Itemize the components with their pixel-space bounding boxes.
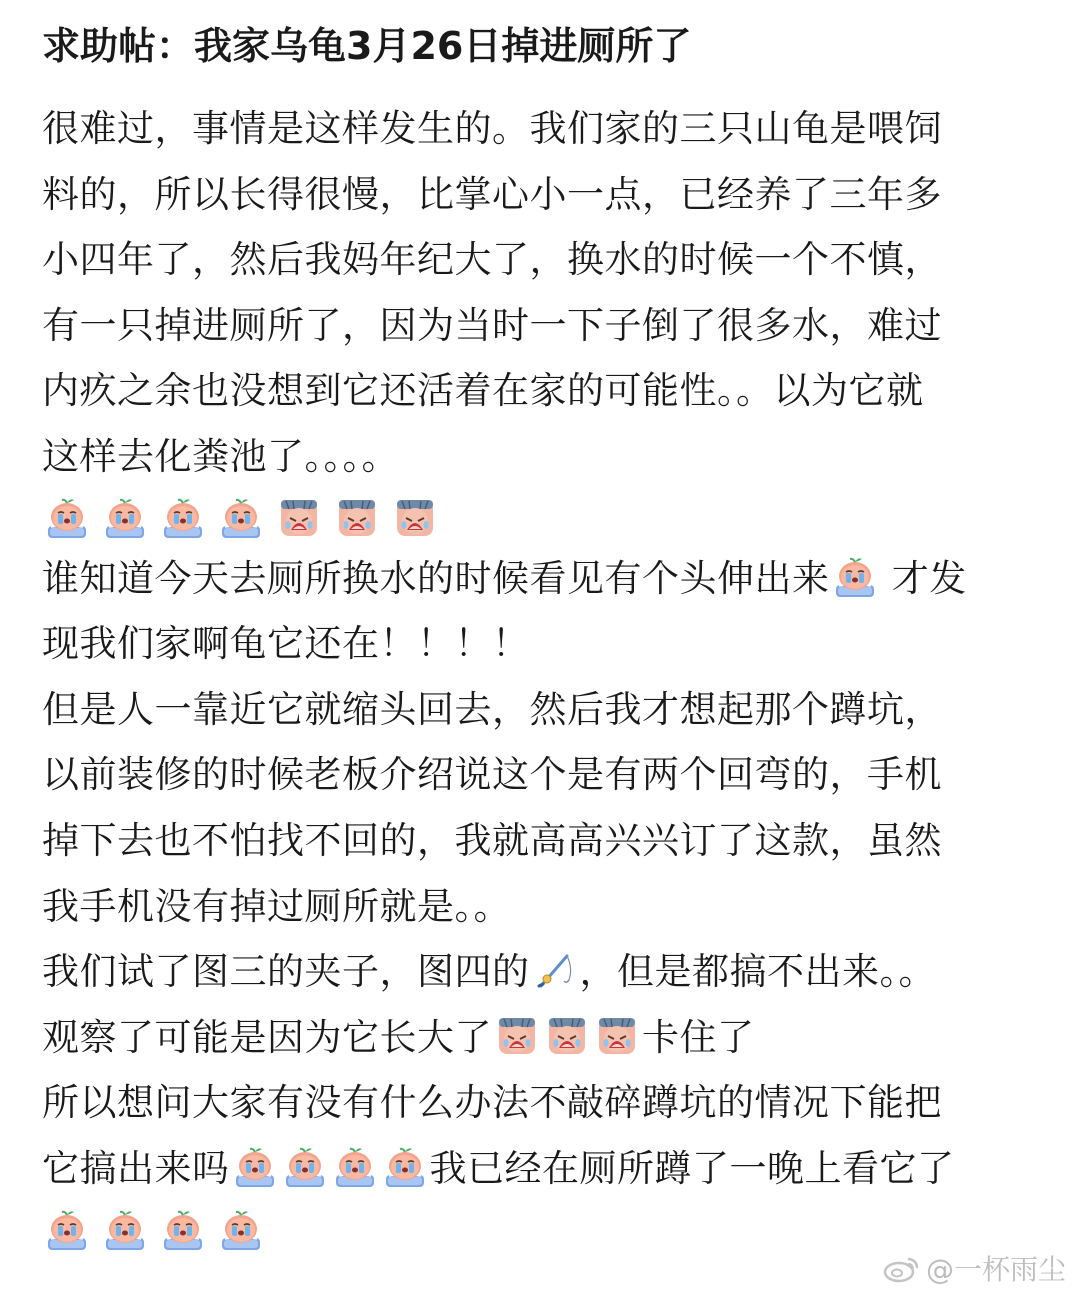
sobbing-face-icon [393, 496, 437, 540]
paragraph-1-line-2: 料的，所以长得很慢，比掌心小一点，已经养了三年多 [42, 172, 942, 216]
paragraph-6-line-1: 所以想问大家有没有什么办法不敲碎蹲坑的情况下能把 [42, 1081, 942, 1125]
crying-face-icon [45, 496, 89, 540]
crying-face-icon [161, 1208, 205, 1252]
paragraph-3-line-2: 以前装修的时候老板介绍说这个是有两个回弯的，手机 [42, 753, 942, 797]
paragraph-1-line-1: 很难过，事情是这样发生的。我们家的三只山龟是喂饲 [42, 107, 942, 150]
paragraph-6-line-2 [42, 1136, 1042, 1202]
paragraph-4 [42, 939, 1042, 1005]
sobbing-face-icon [545, 1014, 589, 1058]
crying-face-icon [333, 1145, 377, 1189]
sobbing-face-icon [335, 496, 379, 540]
crying-face-icon [283, 1145, 327, 1189]
paragraph-5-text-a: 观察了可能是因为它长大了 [42, 1015, 492, 1059]
paragraph-5-text-b: 卡住了 [642, 1015, 755, 1059]
sobbing-face-icon [277, 496, 321, 540]
crying-face-icon [233, 1145, 277, 1189]
paragraph-1-line-6: 这样去化粪池了。。。。 [42, 434, 399, 478]
crying-face-icon [383, 1145, 427, 1189]
paragraph-3-line-3: 掉下去也不怕找不回的，我就高高兴兴订了这款，虽然 [42, 818, 942, 862]
paragraph-1-line-3: 小四年了，然后我妈年纪大了，换水的时候一个不慎， [42, 238, 942, 282]
crying-face-icon [103, 496, 147, 540]
emoji-row-2 [42, 1204, 1042, 1256]
paragraph-1-line-5: 内疚之余也没想到它还活着在家的可能性。。以为它就 [42, 369, 924, 413]
watermark [882, 1250, 1066, 1286]
crying-face-icon [219, 496, 263, 540]
crying-face-icon [45, 1208, 89, 1252]
paragraph-2-line-2: 现我们家啊龟它还在！！！！ [42, 622, 530, 666]
paragraph-6-text-b: 我已经在厕所蹲了一晚上看它了 [429, 1146, 955, 1190]
paragraph-5 [42, 1005, 1042, 1071]
post-title: 求助帖：我家乌龟3月26日掉进厕所了 [42, 24, 692, 68]
paragraph-4-text-a: 我们试了图三的夹子，图四的 [42, 950, 530, 994]
paragraph-2-text-a: 谁知道今天去厕所换水的时候看见有个头伸出来 [42, 556, 830, 600]
paragraph-4-text-b: ，但是都搞不出来。。 [579, 950, 936, 994]
crying-face-icon [161, 496, 205, 540]
weibo-logo-icon [882, 1253, 922, 1283]
sobbing-face-icon [595, 1014, 639, 1058]
fishing-rod-icon [533, 948, 577, 992]
sobbing-face-icon [495, 1014, 539, 1058]
crying-face-icon [103, 1208, 147, 1252]
paragraph-3-line-4: 我手机没有掉过厕所就是。。 [42, 884, 511, 928]
paragraph-6-text-a: 它搞出来吗 [42, 1146, 230, 1190]
emoji-row-1 [42, 492, 1042, 544]
paragraph-1-line-4: 有一只掉进厕所了，因为当时一下子倒了很多水，难过 [42, 303, 942, 347]
paragraph-3-line-1: 但是人一靠近它就缩头回去，然后我才想起那个蹲坑， [42, 687, 942, 731]
paragraph-2-text-b: 才发 [879, 556, 967, 600]
paragraph-2-line-1 [42, 546, 1042, 612]
crying-face-icon [219, 1208, 263, 1252]
post-body [42, 96, 1042, 1258]
watermark-text: @一杯雨尘 [925, 1253, 1066, 1286]
crying-face-icon [833, 555, 877, 599]
